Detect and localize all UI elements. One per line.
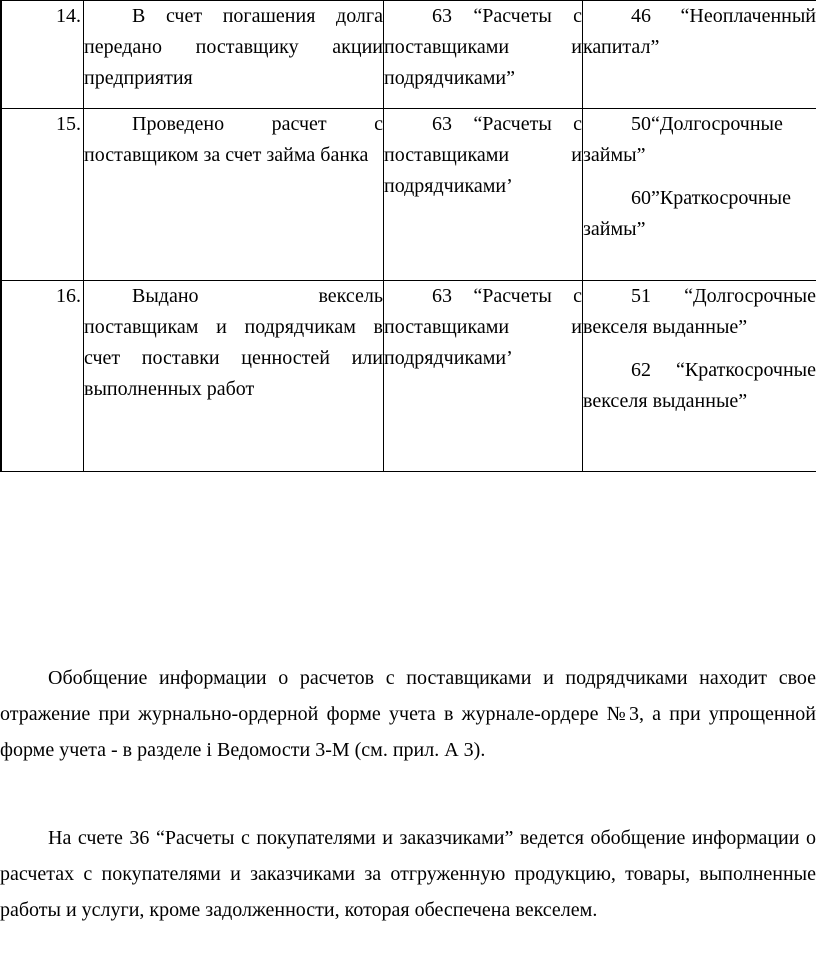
row-number: 16. — [1, 281, 84, 472]
operation-cell — [84, 281, 384, 472]
credit-text: 50“Долгосрочные займы” — [583, 113, 783, 166]
debit-text: 63 “Расчеты с поставщиками и подрядчиками’ — [384, 113, 582, 197]
operation-cell — [84, 109, 384, 281]
operation-text: В счет погашения долга передано поставщику акции предприятия — [84, 5, 383, 89]
row-number: 14. — [1, 1, 84, 109]
credit-text: 62 “Краткосрочные векселя выданные” — [583, 359, 816, 412]
debit-cell — [384, 281, 583, 472]
operation-text: Выдано вексель поставщикам и подрядчикам в счет поставки ценностей или выполненных работ — [84, 285, 383, 400]
accounting-entries-table — [0, 0, 816, 472]
operation-cell — [84, 1, 384, 109]
credit-text: 51 “Долгосрочные векселя выданные” — [583, 285, 816, 338]
debit-text: 63 “Расчеты с поставщиками и подрядчиками” — [384, 5, 582, 89]
credit-cell — [583, 281, 816, 472]
credit-text: 46 “Неоплаченный капитал” — [583, 5, 816, 58]
row-number: 15. — [1, 109, 84, 281]
table-row — [1, 1, 816, 109]
credit-cell — [583, 109, 816, 281]
credit-cell — [583, 1, 816, 109]
body-paragraph: Обобщение информации о расчетов с поставщиками и подрядчиками находит свое отражение при журнально-ордерной форме учета в журнале-ордере №3, а при упрощенной форме учета - в разделе і Ведомости 3-М (см. прил. А 3). — [0, 667, 816, 761]
table-row — [1, 109, 816, 281]
table-row — [1, 281, 816, 472]
debit-cell — [384, 1, 583, 109]
debit-cell — [384, 109, 583, 281]
operation-text: Проведено расчет с поставщиком за счет займа банка — [84, 113, 383, 166]
debit-text: 63 “Расчеты с поставщиками и подрядчиками’ — [384, 285, 582, 369]
credit-text: 60”Краткосрочные займы” — [583, 187, 791, 240]
body-paragraph: На счете 36 “Расчеты с покупателями и заказчиками” ведется обобщение информации о расчетах с покупателями и заказчиками за отгруженную продукцию, товары, выполненные работы и услуги, кроме задолженности, которая обеспечена векселем. — [0, 827, 816, 921]
